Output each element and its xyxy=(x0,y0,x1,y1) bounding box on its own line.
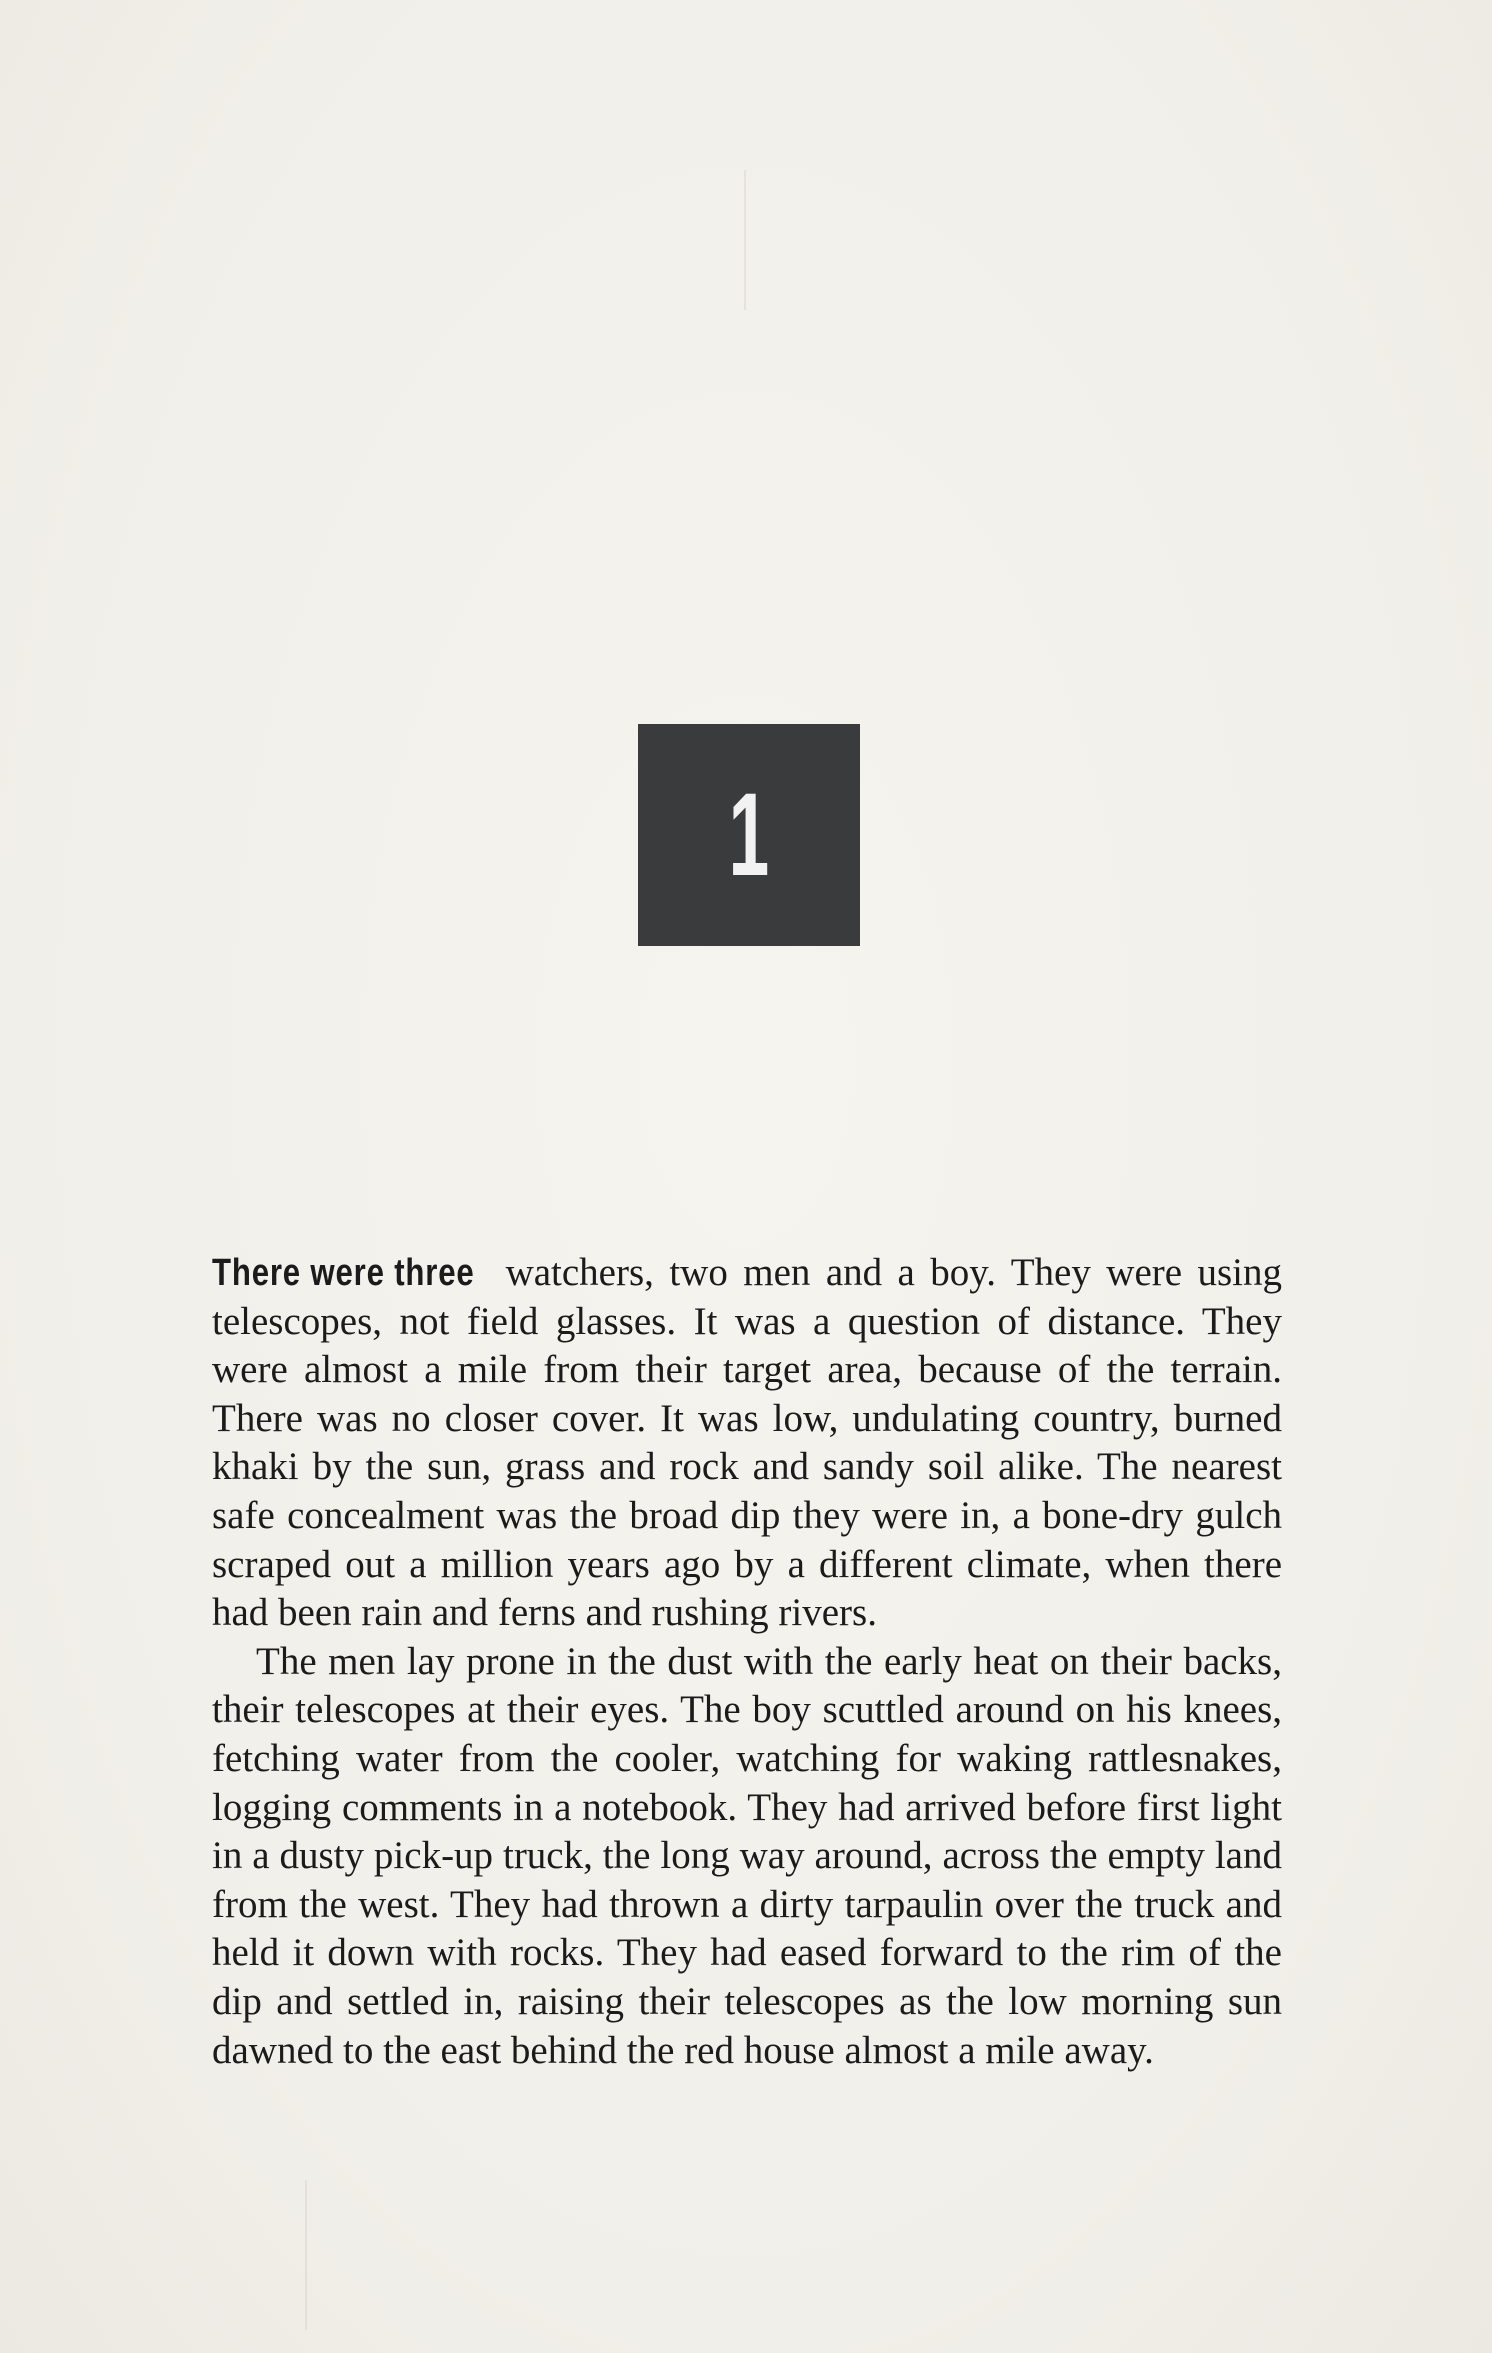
page-crease xyxy=(305,2180,307,2330)
chapter-number-box xyxy=(638,724,860,946)
paragraph-1-text: watchers, two men and a boy. They were using telescopes, not field glasses. It was a question of distance. They were almost a mile from their target area, because of the terrain. There was no closer cover. It was low, undulating country, burned khaki by the sun, grass and rock and sandy soil alike. The nearest safe concealment was the broad dip they were in, a bone-dry gulch scraped out a million years ago by a different climate, when there had been rain and ferns and rushing rivers. xyxy=(212,1251,1282,1635)
paragraph-1 xyxy=(212,1249,1282,1638)
chapter-body-text xyxy=(212,1249,1282,2075)
chapter-number: 1 xyxy=(728,769,770,901)
paragraph-lead-in: There were three xyxy=(212,1252,475,1294)
paragraph-2 xyxy=(212,1638,1282,2075)
page-crease xyxy=(744,170,746,310)
paragraph-2-text: The men lay prone in the dust with the early heat on their backs, their telescopes at their eyes. The boy scuttled around on his knees, fetching water from the cooler, watching for waking rattlesnakes, logging comments in a notebook. They had arrived before first light in a dusty pick-up truck, the long way around, across the empty land from the west. They had thrown a dirty tarpaulin over the truck and held it down with rocks. They had eased forward to the rim of the dip and settled in, raising their telescopes as the low morning sun dawned to the east behind the red house almost a mile away. xyxy=(212,1639,1282,2072)
